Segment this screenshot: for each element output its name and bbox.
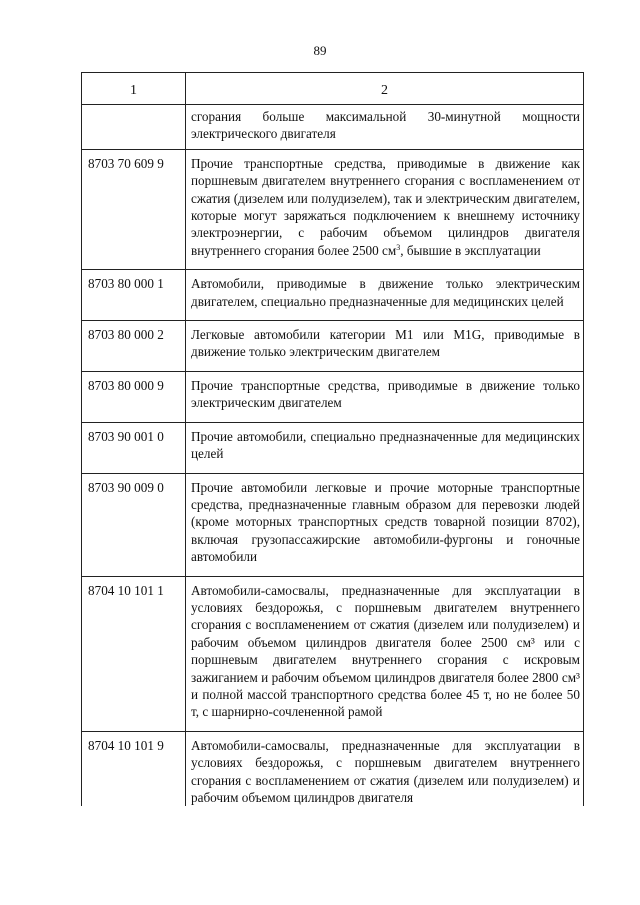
table-row	[82, 321, 584, 372]
column-header-code: 1	[82, 73, 186, 105]
table-row	[82, 270, 584, 321]
code-cell: 8703 70 609 9	[82, 149, 186, 269]
description-text-tail: , бывшие в эксплуатации	[400, 242, 541, 258]
code-cell: 8704 10 101 1	[82, 576, 186, 731]
description-cell: Автомобили-самосвалы, предназначенные для эксплуатации в условиях бездорожья, с поршневым двигателем внутреннего сгорания с воспламенением от сжатия (дизелем или полудизелем) и рабочим объемом цилиндров двигателя	[186, 731, 584, 806]
description-cell: сгорания больше максимальной 30-минутной мощности электрического двигателя	[186, 105, 584, 150]
description-cell: Легковые автомобили категории M1 или M1G, приводимые в движение только электрическим двигателем	[186, 321, 584, 372]
table-row	[82, 422, 584, 473]
code-cell: 8703 80 000 1	[82, 270, 186, 321]
page-number: 89	[313, 43, 327, 58]
code-cell	[82, 105, 186, 150]
description-cell: Прочие автомобили легковые и прочие моторные транспортные средства, предназначенные главным образом для перевозки людей (кроме моторных транспортных средств товарной позиции 8702), включая грузопассажирские автомобили-фургоны и гоночные автомобили	[186, 473, 584, 576]
description-cell: Автомобили-самосвалы, предназначенные для эксплуатации в условиях бездорожья, с поршневым двигателем внутреннего сгорания с воспламенением от сжатия (дизелем или полудизелем) и рабочим объемом цилиндров двигателя более 2500 см³ или с поршневым двигателем внутреннего сгорания с искровым зажиганием и рабочим объемом цилиндров двигателя более 2800 см³ и полной массой транспортного средства более 45 т, но не более 50 т, с шарнирно-сочлененной рамой	[186, 576, 584, 731]
table-row	[82, 149, 584, 269]
description-cell	[186, 149, 584, 269]
table-row	[82, 473, 584, 576]
table-row	[82, 731, 584, 806]
code-cell: 8703 90 001 0	[82, 422, 186, 473]
tariff-table	[81, 72, 584, 806]
description-cell: Прочие транспортные средства, приводимые в движение только электрическим двигателем	[186, 371, 584, 422]
superscript: 3	[396, 242, 401, 252]
code-cell: 8703 80 000 9	[82, 371, 186, 422]
table-row	[82, 371, 584, 422]
description-cell: Прочие автомобили, специально предназначенные для медицинских целей	[186, 422, 584, 473]
table-header-row	[82, 73, 584, 105]
description-text: Прочие транспортные средства, приводимые в движение как поршневым двигателем внутреннего сгорания с воспламенением от сжатия (дизелем или полудизелем), так и электрическим двигателем, которые могут заряжаться подключением к внешнему источнику электроэнергии, с рабочим объемом цилиндров двигателя внутреннего сгорания более 2500 см	[191, 155, 580, 258]
code-cell: 8704 10 101 9	[82, 731, 186, 806]
code-cell: 8703 90 009 0	[82, 473, 186, 576]
description-cell: Автомобили, приводимые в движение только электрическим двигателем, специально предназначенные для медицинских целей	[186, 270, 584, 321]
table-row-continuation	[82, 105, 584, 150]
table-row	[82, 576, 584, 731]
code-cell: 8703 80 000 2	[82, 321, 186, 372]
column-header-description: 2	[186, 73, 584, 105]
